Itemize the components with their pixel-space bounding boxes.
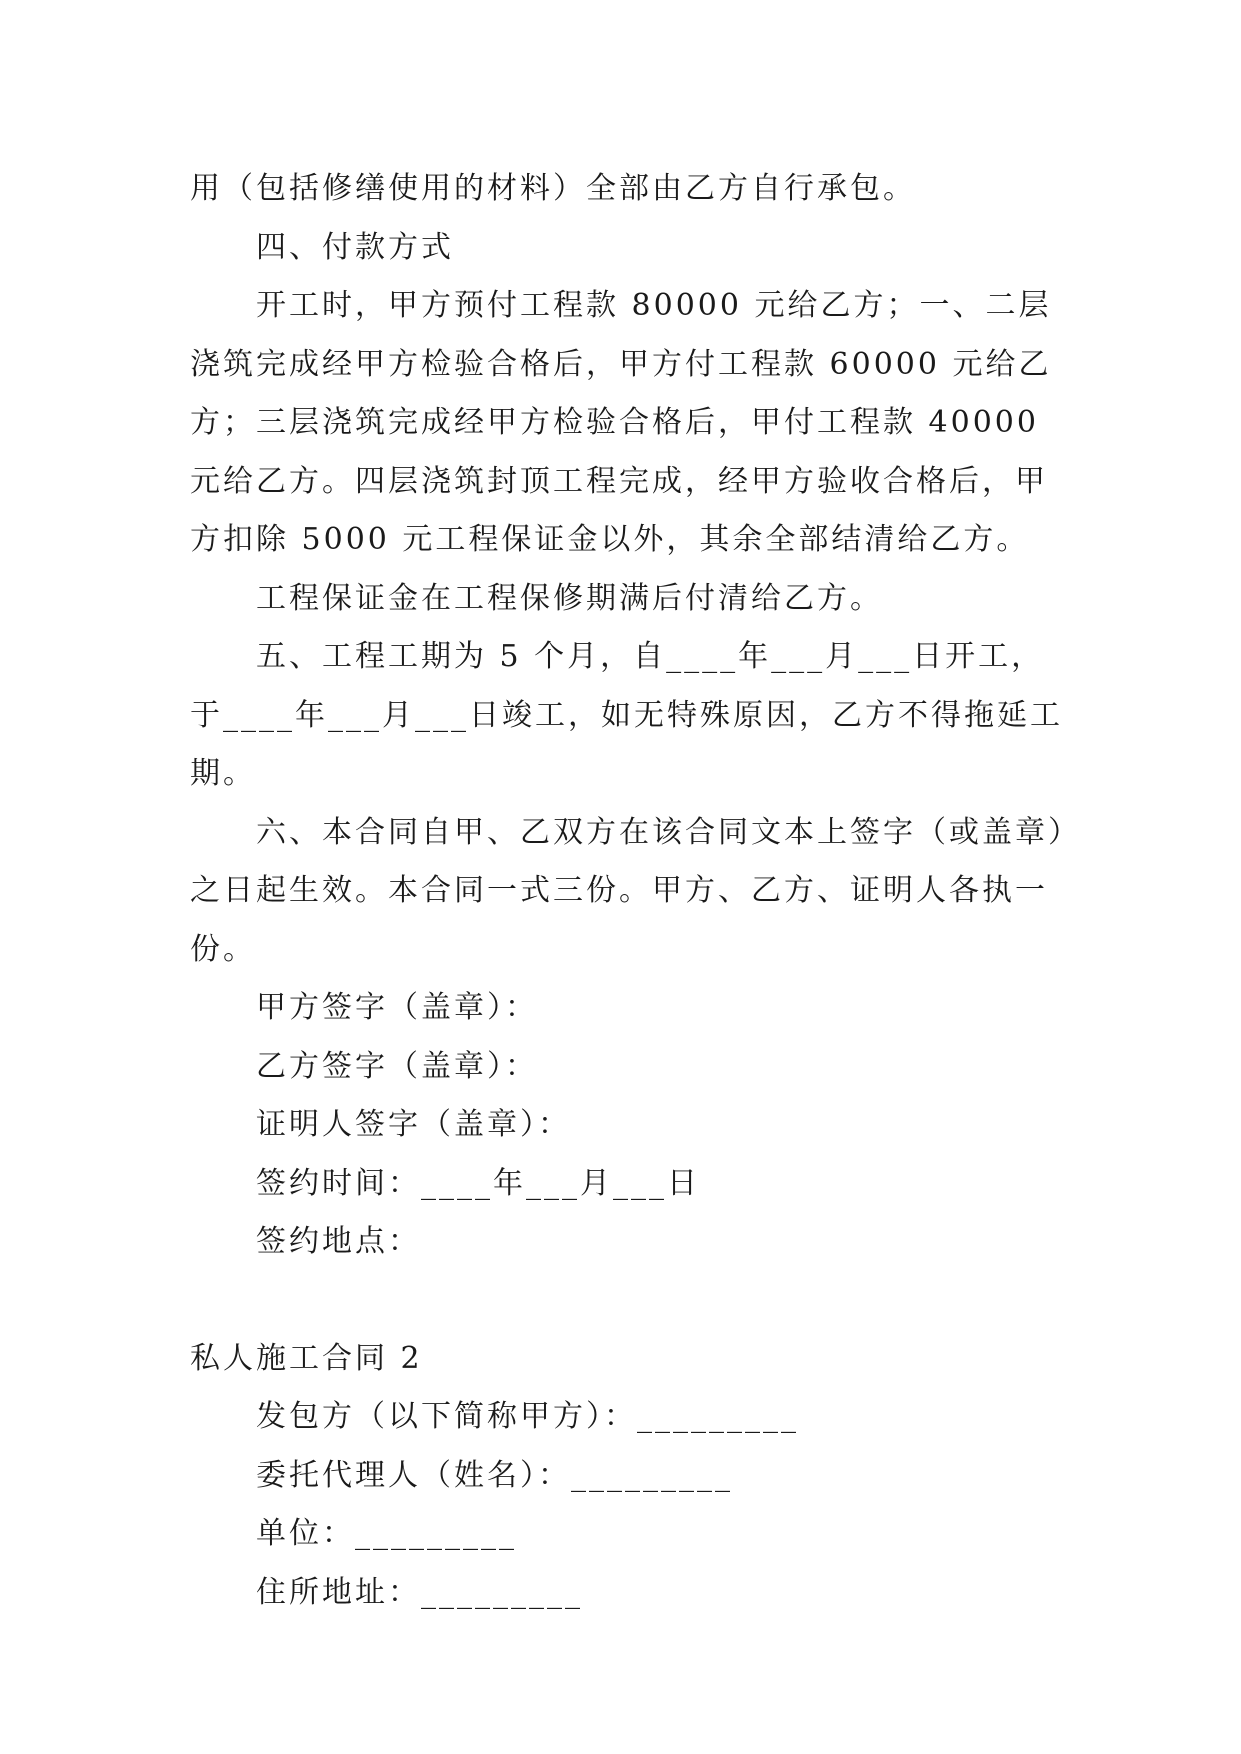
field-employer: 发包方（以下简称甲方）：_________ [256,1399,799,1434]
field-address: 住所地址：_________ [256,1574,583,1610]
paragraph-materials: 用（包括修缮使用的材料）全部由乙方自行承包。 [190,171,916,206]
paragraph-effectiveness: 六、本合同自甲、乙双方在该合同文本上签字（或盖章）之日起生效。本合同一式三份。甲方、乙方、证明人各执一份。 [190,814,1066,967]
signature-witness: 证明人签字（盖章）： [256,1107,571,1142]
paragraph-payment-terms: 开工时，甲方预付工程款 80000 元给乙方；一、二层浇筑完成经甲方检验合格后，甲方付工程款 60000 元给乙方；三层浇筑完成经甲方检验合格后，甲付工程款 40000 元给乙方。四层浇筑封顶工程完成，经甲方验收合格后，甲方扣除 5000 元工程保证金以外，其余全部结清给乙方。 [190,288,1052,557]
document-body [190,160,1070,1622]
signing-date: 签约时间：____年___月___日 [256,1165,700,1201]
field-agent: 委托代理人（姓名）：_________ [256,1457,733,1493]
section-title: 私人施工合同 2 [190,1340,423,1376]
section-spacer [190,1272,1070,1330]
signature-party-a: 甲方签字（盖章）： [256,990,538,1025]
signature-party-b: 乙方签字（盖章）： [256,1048,538,1084]
field-unit: 单位：_________ [256,1516,517,1551]
signing-place: 签约地点： [256,1224,421,1259]
paragraph-construction-period: 五、工程工期为 5 个月，自____年___月___日开工，于____年___月___日竣工，如无特殊原因，乙方不得拖延工期。 [190,639,1063,791]
heading-payment-method: 四、付款方式 [256,229,454,265]
paragraph-warranty-deposit: 工程保证金在工程保修期满后付清给乙方。 [256,580,883,616]
